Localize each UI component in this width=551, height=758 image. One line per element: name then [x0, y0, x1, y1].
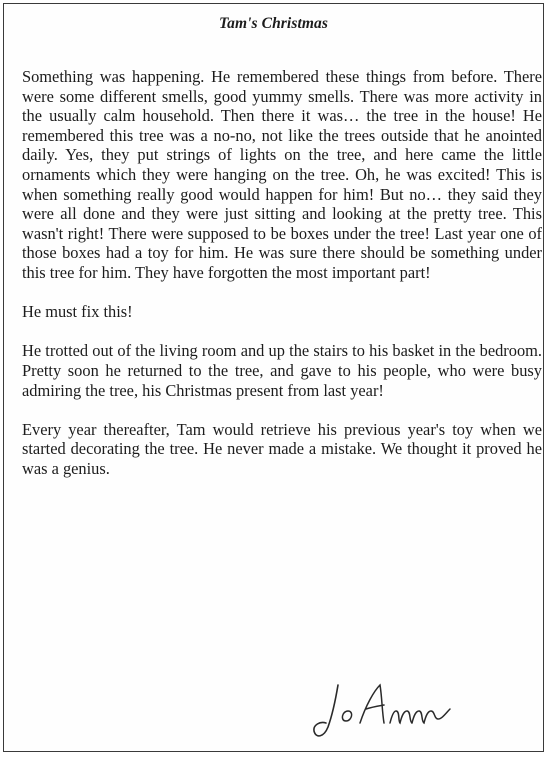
document-title: Tam's Christmas — [218, 15, 329, 32]
story-paragraph-3: He trotted out of the living room and up the stairs to his basket in the bedroom. Pretty soon he returned to the tree, and gave to his people, who were busy admiring the tree, his Christmas present from last year! — [22, 341, 542, 400]
story-body — [22, 67, 542, 498]
story-paragraph-4: Every year thereafter, Tam would retrieve his previous year's toy when we started decorating the tree. He never made a mistake. We thought it proved he was a genius. — [22, 419, 542, 478]
story-paragraph-2: He must fix this! — [22, 302, 133, 322]
story-paragraph-1: Something was happening. He remembered these things from before. There were some different smells, good yummy smells. There was more activity in the usually calm household. Then there it was… the tree in the house! He remembered this tree was a no-no, not like the trees outside that he anointed daily. Yes, they put strings of lights on the tree, and here came the little ornaments which they were hanging on the tree. Oh, he was excited! This is when something really good would happen for him! But no… they said they were all done and they were just sitting and looking at the pretty tree. This wasn't right! There were supposed to be boxes under the tree! Last year one of those boxes had a toy for him. He was sure there should be something under this tree for him. They have forgotten the most important part! — [22, 67, 542, 282]
document-page — [3, 3, 544, 752]
handwritten-signature — [308, 675, 458, 745]
